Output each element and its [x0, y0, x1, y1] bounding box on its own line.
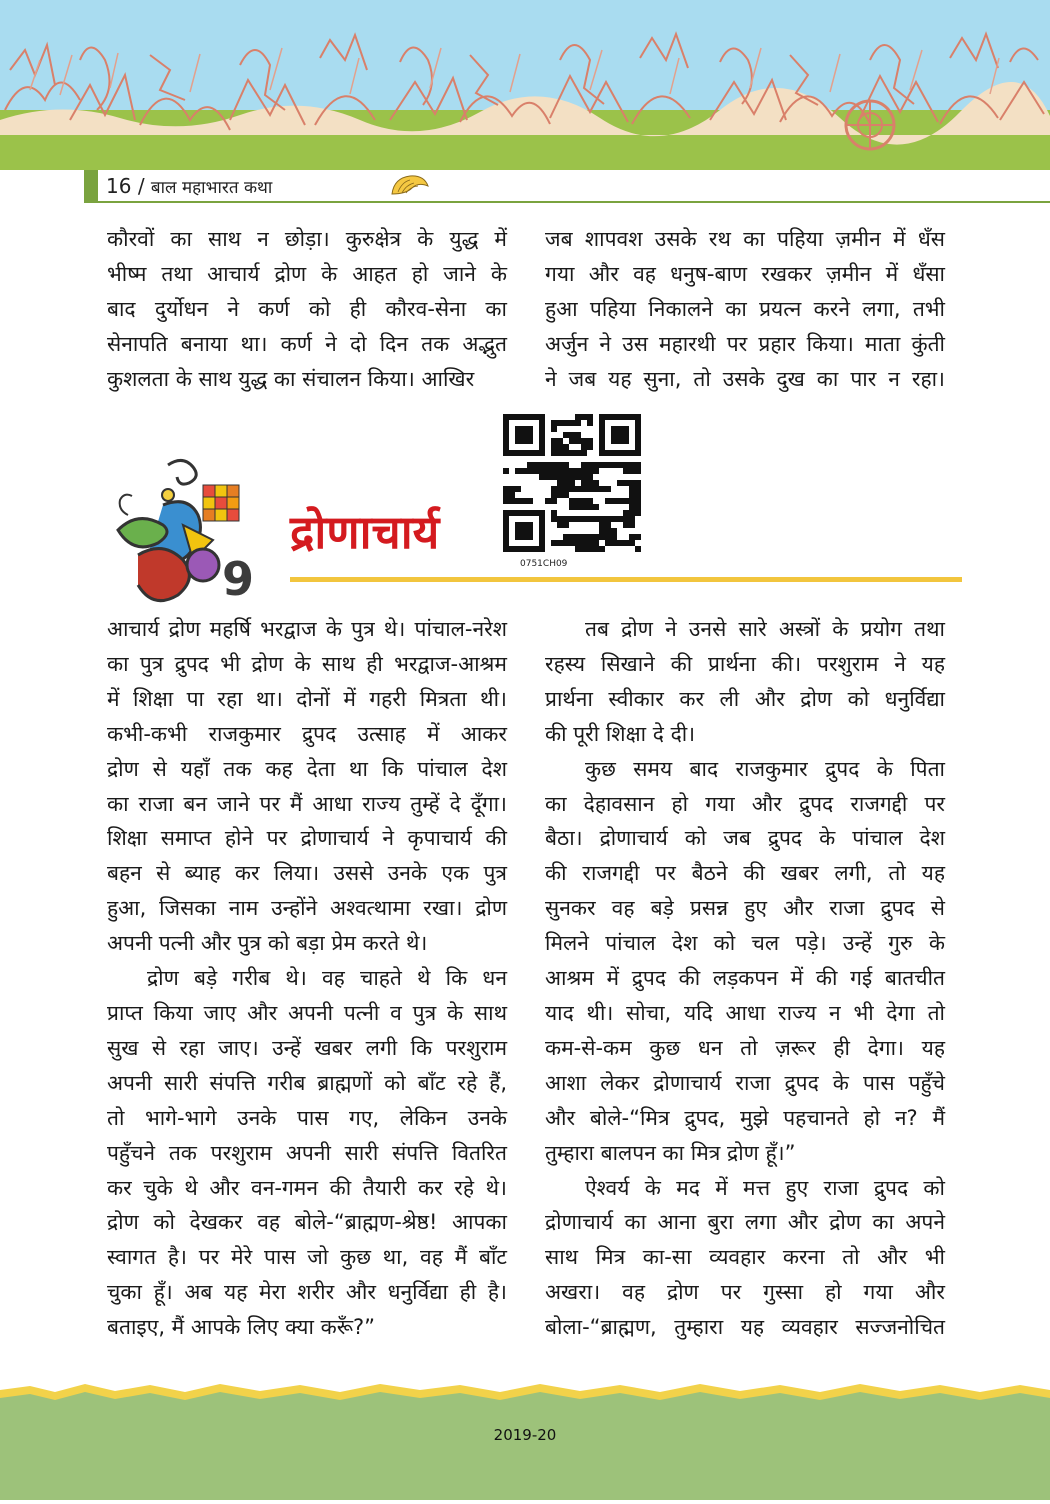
- shell-ornament-icon: [388, 172, 432, 202]
- qr-code-id: 0751CH09: [520, 559, 568, 569]
- text-line: द्रोण को देखकर वह बोले-“ब्राह्मण-श्रेष्ठ! आपका: [107, 1210, 507, 1235]
- header-banner-illustration: [0, 0, 1050, 170]
- text-line: सुख से रहा जाए। उन्हें खबर लगी कि परशुराम: [107, 1035, 507, 1060]
- text-line: प्रार्थना स्वीकार कर ली और द्रोण को धनुर्विद्या: [545, 686, 945, 711]
- text-line: द्रोण से यहाँ तक कह देता था कि पांचाल देश: [107, 756, 507, 781]
- text-line: सुनकर वह बड़े प्रसन्न हुए और राजा द्रुपद से: [545, 896, 945, 921]
- left-column: [107, 612, 507, 1345]
- text-line: चुका हूँ। अब यह मेरा शरीर और धनुर्विद्या ही है।: [107, 1280, 507, 1305]
- text-line: की राजगद्दी पर बैठने की खबर लगी, तो यह: [545, 861, 945, 886]
- text-line: स्वागत है। पर मेरे पास जो कुछ था, वह मैं बाँट: [107, 1245, 507, 1270]
- text-line: जब शापवश उसके रथ का पहिया ज़मीन में धँस: [545, 227, 945, 251]
- text-line: कुछ समय बाद राजकुमार द्रुपद के पिता: [585, 756, 945, 781]
- text-line: पहुँचने तक परशुराम अपनी सारी संपत्ति वितरित: [107, 1140, 507, 1165]
- text-line: शिक्षा समाप्त होने पर द्रोणाचार्य ने कृपाचार्य की: [107, 826, 507, 851]
- text-line: हुआ, जिसका नाम उन्होंने अश्वत्थामा रखा। द्रोण: [107, 896, 507, 921]
- text-line: मिलने पांचाल देश को चल पड़े। उन्हें गुरु के: [545, 931, 945, 956]
- footer-year: 2019-20: [493, 1426, 557, 1444]
- right-column: [545, 612, 945, 1345]
- text-line: गया और वह धनुष-बाण रखकर ज़मीन में धँसा: [545, 261, 945, 286]
- text-line: कभी-कभी राजकुमार द्रुपद उत्साह में आकर: [107, 721, 507, 746]
- text-line: का राजा बन जाने पर मैं आधा राज्य तुम्हें दे दूँगा।: [107, 791, 507, 816]
- text-line: बोला-“ब्राह्मण, तुम्हारा यह व्यवहार सज्जनोचित: [545, 1315, 945, 1340]
- text-line: अर्जुन ने उस महारथी पर प्रहार किया। माता कुंती: [545, 331, 945, 356]
- text-line: की पूरी शिक्षा दे दी।: [545, 721, 696, 746]
- page-number: 16: [106, 174, 132, 198]
- text-line: तो भागे-भागे उनके पास गए, लेकिन उनके: [107, 1105, 507, 1130]
- chapter-title-rule: [290, 577, 962, 582]
- text-line: आशा लेकर द्रोणाचार्य राजा द्रुपद के पास पहुँचे: [545, 1070, 945, 1095]
- text-line: बाद दुर्योधन ने कर्ण को ही कौरव-सेना का: [107, 296, 507, 321]
- header-rule: [84, 201, 1050, 203]
- text-line: भीष्म तथा आचार्य द्रोण के आहत हो जाने के: [107, 261, 507, 286]
- text-line: आचार्य द्रोण महर्षि भरद्वाज के पुत्र थे। पांचाल-नरेश: [107, 617, 507, 641]
- qr-code-image[interactable]: [503, 414, 641, 552]
- text-line: कुशलता के साथ युद्ध का संचालन किया। आखिर: [107, 366, 475, 391]
- text-line: साथ मित्र का-सा व्यवहार करना तो और भी: [545, 1245, 945, 1270]
- text-line: कर चुके थे और वन-गमन की तैयारी कर रहे थे।: [107, 1175, 507, 1200]
- text-line: और बोले-“मित्र द्रुपद, मुझे पहचानते हो न? मैं: [545, 1105, 945, 1130]
- text-line: ऐश्वर्य के मद में मत्त हुए राजा द्रुपद को: [585, 1175, 945, 1200]
- text-line: कम-से-कम कुछ धन तो ज़रूर ही देगा। यह: [545, 1035, 945, 1060]
- text-line: कौरवों का साथ न छोड़ा। कुरुक्षेत्र के युद्ध में: [107, 227, 507, 251]
- header-accent-bar: [84, 170, 98, 202]
- text-line: अपनी पत्नी और पुत्र को बड़ा प्रेम करते थे।: [107, 931, 428, 956]
- text-line: हुआ पहिया निकालने का प्रयत्न करने लगा, तभी: [545, 296, 945, 321]
- text-line: रहस्य सिखाने की प्रार्थना की। परशुराम ने यह: [545, 651, 945, 676]
- text-line: बहन से ब्याह कर लिया। उससे उनके एक पुत्र: [107, 861, 507, 886]
- running-header-text: [106, 174, 272, 198]
- text-line: तुम्हारा बालपन का मित्र द्रोण हूँ।”: [545, 1140, 796, 1165]
- top-left-column: [107, 222, 507, 397]
- text-line: द्रोणाचार्य का आना बुरा लगा और द्रोण का अपने: [545, 1210, 945, 1235]
- text-line: में शिक्षा पा रहा था। दोनों में गहरी मित्रता थी।: [107, 686, 507, 711]
- top-right-column: [545, 222, 945, 397]
- running-header: [84, 170, 1050, 202]
- text-line: बैठा। द्रोणाचार्य को जब द्रुपद के पांचाल देश: [545, 826, 945, 851]
- text-line: तब द्रोण ने उनसे सारे अस्त्रों के प्रयोग तथा: [585, 617, 945, 641]
- book-title: बाल महाभारत कथा: [150, 178, 273, 198]
- header-separator: /: [137, 174, 145, 198]
- chapter-title: द्रोणाचार्य: [290, 505, 440, 559]
- chapter-number: 9: [222, 552, 255, 606]
- text-line: आश्रम में द्रुपद की लड़कपन में की गई बातचीत: [545, 966, 945, 991]
- text-line: बताइए, मैं आपके लिए क्या करूँ?”: [107, 1315, 376, 1340]
- text-line: का देहावसान हो गया और द्रुपद राजगद्दी पर: [545, 791, 945, 816]
- text-line: ने जब यह सुना, तो उसके दुख का पार न रहा।: [545, 366, 945, 391]
- text-line: का पुत्र द्रुपद भी द्रोण के साथ ही भरद्वाज-आश्रम: [107, 651, 507, 676]
- text-line: प्राप्त किया जाए और अपनी पत्नी व पुत्र के साथ: [107, 1000, 507, 1025]
- text-line: याद थी। सोचा, यदि आधा राज्य न भी देगा तो: [545, 1000, 945, 1025]
- text-line: सेनापति बनाया था। कर्ण ने दो दिन तक अद्भुत: [107, 331, 507, 356]
- text-line: अखरा। वह द्रोण पर गुस्सा हो गया और: [545, 1280, 945, 1305]
- text-line: द्रोण बड़े गरीब थे। वह चाहते थे कि धन: [147, 966, 507, 991]
- text-line: अपनी सारी संपत्ति गरीब ब्राह्मणों को बाँट रहे हैं,: [107, 1070, 507, 1095]
